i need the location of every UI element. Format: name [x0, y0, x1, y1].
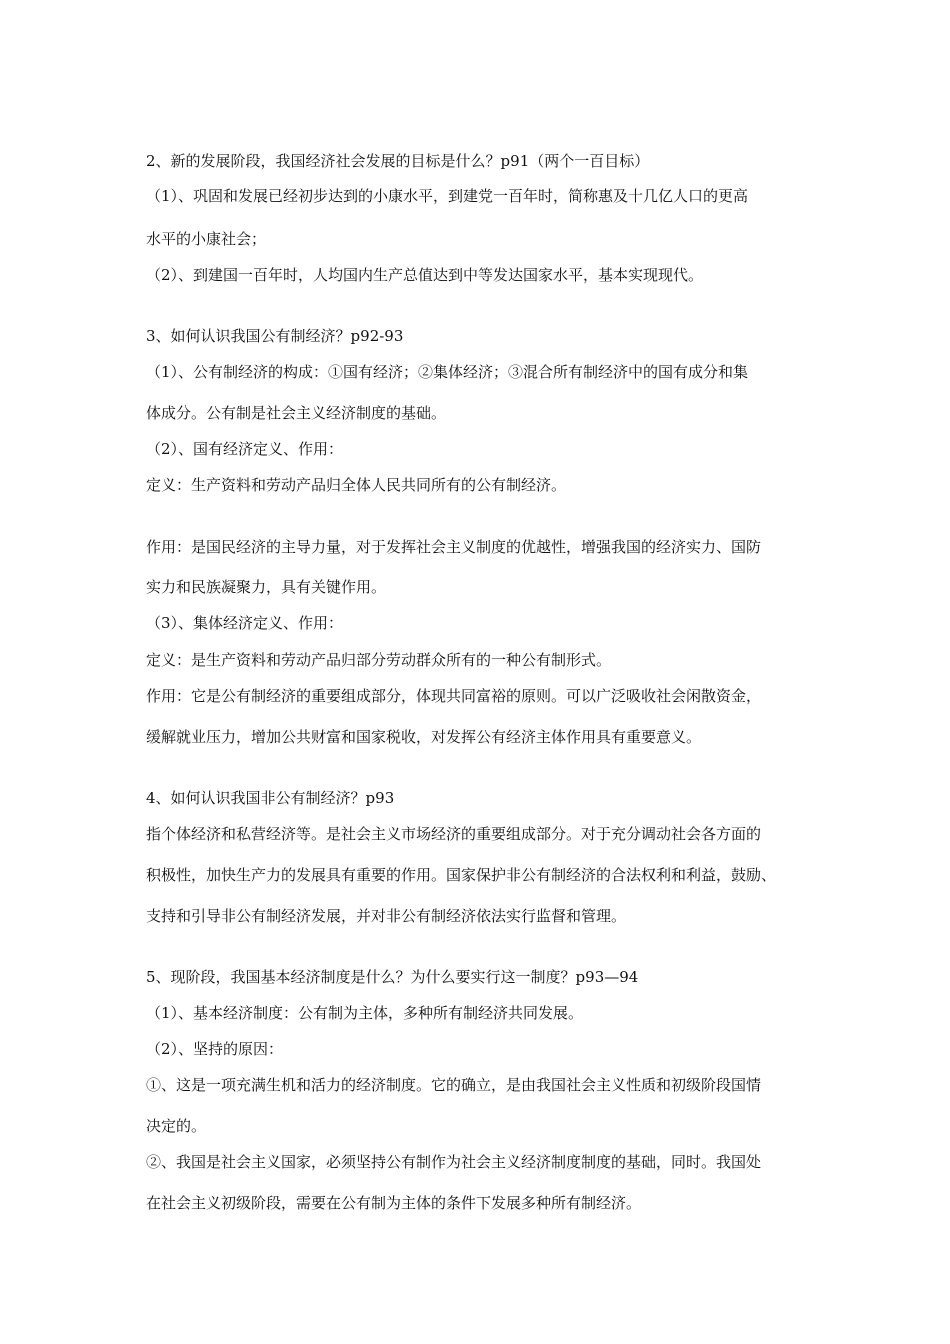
paragraph-line: 作用：它是公有制经济的重要组成部分，体现共同富裕的原则。可以广泛吸收社会闲散资金，: [146, 687, 762, 705]
paragraph-line: （1）、公有制经济的构成：①国有经济；②集体经济；③混合所有制经济中的国有成分和集: [146, 363, 749, 381]
paragraph-line: 在社会主义初级阶段，需要在公有制为主体的条件下发展多种所有制经济。: [146, 1194, 642, 1212]
paragraph-line: 实力和民族凝聚力，具有关键作用。: [146, 578, 387, 596]
paragraph-line: （2）、到建国一百年时，人均国内生产总值达到中等发达国家水平，基本实现现代。: [146, 266, 704, 284]
paragraph-line: ①、这是一项充满生机和活力的经济制度。它的确立，是由我国社会主义性质和初级阶段国情: [146, 1076, 762, 1094]
paragraph-line: （1）、基本经济制度：公有制为主体，多种所有制经济共同发展。: [146, 1004, 584, 1022]
paragraph-line: 决定的。: [146, 1117, 207, 1135]
paragraph-line: （1）、巩固和发展已经初步达到的小康水平，到建党一百年时，简称惠及十几亿人口的更高: [146, 187, 749, 205]
paragraph-line: 指个体经济和私营经济等。是社会主义市场经济的重要组成部分。对于充分调动社会各方面的: [146, 825, 762, 843]
paragraph-line: （3）、集体经济定义、作用：: [146, 614, 344, 632]
paragraph-line: （2）、国有经济定义、作用：: [146, 440, 344, 458]
paragraph-line: 作用：是国民经济的主导力量，对于发挥社会主义制度的优越性，增强我国的经济实力、国防: [146, 538, 762, 556]
paragraph-line: 定义：是生产资料和劳动产品归部分劳动群众所有的一种公有制形式。: [146, 651, 612, 669]
question-5-heading: 5、现阶段，我国基本经济制度是什么？为什么要实行这一制度？p93—94: [146, 968, 639, 986]
paragraph-line: 积极性，加快生产力的发展具有重要的作用。国家保护非公有制经济的合法权利和利益，鼓励、: [146, 866, 777, 884]
question-4-heading: 4、如何认识我国非公有制经济？p93: [146, 789, 395, 807]
paragraph-line: 缓解就业压力，增加公共财富和国家税收，对发挥公有经济主体作用具有重要意义。: [146, 728, 702, 746]
paragraph-line: 定义：生产资料和劳动产品归全体人民共同所有的公有制经济。: [146, 476, 567, 494]
paragraph-line: 体成分。公有制是社会主义经济制度的基础。: [146, 404, 447, 422]
question-2-heading: 2、新的发展阶段，我国经济社会发展的目标是什么？p91（两个一百目标）: [146, 152, 650, 170]
paragraph-line: 水平的小康社会；: [146, 230, 267, 248]
paragraph-line: ②、我国是社会主义国家，必须坚持公有制作为社会主义经济制度制度的基础，同时。我国处: [146, 1153, 762, 1171]
paragraph-line: （2）、坚持的原因：: [146, 1040, 284, 1058]
paragraph-line: 支持和引导非公有制经济发展，并对非公有制经济依法实行监督和管理。: [146, 907, 627, 925]
question-3-heading: 3、如何认识我国公有制经济？p92-93: [146, 327, 404, 345]
